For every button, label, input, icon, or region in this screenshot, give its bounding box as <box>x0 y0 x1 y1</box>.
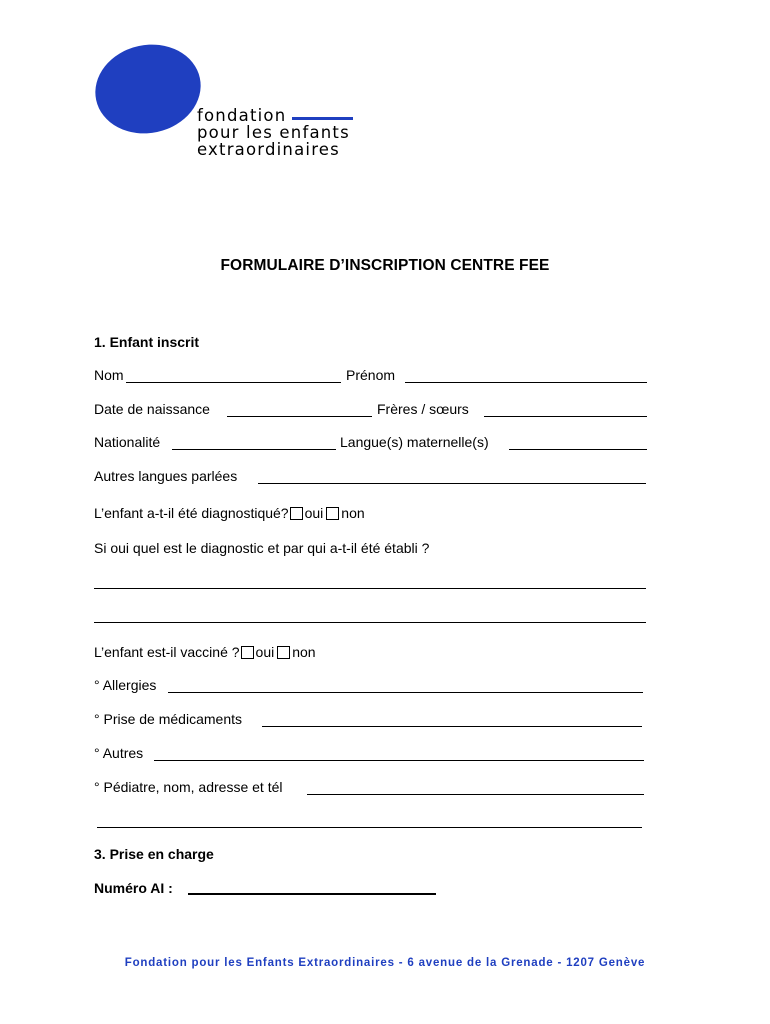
nationalite-field[interactable] <box>172 449 336 450</box>
prenom-label: Prénom <box>346 367 396 383</box>
allergies-label: ° Allergies <box>94 677 157 693</box>
nom-label: Nom <box>94 367 124 383</box>
diagnostic-detail-line-1[interactable] <box>94 588 646 589</box>
freres-soeurs-field[interactable] <box>484 416 647 417</box>
autres-langues-label: Autres langues parlées <box>94 468 238 484</box>
diagnostic-detail-question: Si oui quel est le diagnostic et par qui a-t-il été établi ? <box>94 540 430 556</box>
medicaments-field[interactable] <box>262 726 642 727</box>
langues-maternelles-label: Langue(s) maternelle(s) <box>340 434 489 450</box>
non-label: non <box>292 644 316 660</box>
footer-address: Fondation pour les Enfants Extraordinaires - 6 avenue de la Grenade - 1207 Genève <box>124 957 646 969</box>
logo-line-1: fondation <box>197 106 287 125</box>
logo-line-2: pour les enfants <box>197 123 350 142</box>
diagnostic-detail-line-2[interactable] <box>94 622 646 623</box>
section-1-heading: 1. Enfant inscrit <box>94 334 200 350</box>
prenom-field[interactable] <box>405 382 647 383</box>
form-title: FORMULAIRE D’INSCRIPTION CENTRE FEE <box>220 257 550 274</box>
vaccine-non-checkbox[interactable] <box>277 646 290 659</box>
oui-label: oui <box>304 505 324 521</box>
section-3-heading: 3. Prise en charge <box>94 846 214 862</box>
logo-line-3: extraordinaires <box>197 140 340 159</box>
pediatre-field-line-2[interactable] <box>97 827 642 828</box>
oui-label: oui <box>255 644 275 660</box>
date-naissance-label: Date de naissance <box>94 401 210 417</box>
logo-circle <box>87 35 209 143</box>
logo-wordmark <box>197 107 350 158</box>
autres-langues-field[interactable] <box>258 483 646 484</box>
date-naissance-field[interactable] <box>227 416 372 417</box>
freres-soeurs-label: Frères / sœurs <box>377 401 469 417</box>
nom-field[interactable] <box>126 382 341 383</box>
vaccine-oui-checkbox[interactable] <box>241 646 254 659</box>
vaccine-row <box>94 644 316 660</box>
autres-field[interactable] <box>154 760 644 761</box>
pediatre-field[interactable] <box>307 794 644 795</box>
diagnostique-row <box>94 505 365 521</box>
autres-label: ° Autres <box>94 745 144 761</box>
numero-ai-label: Numéro AI : <box>94 880 173 896</box>
medicaments-label: ° Prise de médicaments <box>94 711 242 727</box>
nationalite-label: Nationalité <box>94 434 161 450</box>
diagnostique-oui-checkbox[interactable] <box>290 507 303 520</box>
diagnostique-non-checkbox[interactable] <box>326 507 339 520</box>
langues-maternelles-field[interactable] <box>509 449 647 450</box>
pediatre-label: ° Pédiatre, nom, adresse et tél <box>94 779 283 795</box>
allergies-field[interactable] <box>168 692 643 693</box>
non-label: non <box>341 505 365 521</box>
diagnostique-question: L’enfant a-t-il été diagnostiqué? <box>94 505 289 521</box>
vaccine-question: L’enfant est-il vacciné ? <box>94 644 240 660</box>
numero-ai-field[interactable] <box>188 893 436 895</box>
